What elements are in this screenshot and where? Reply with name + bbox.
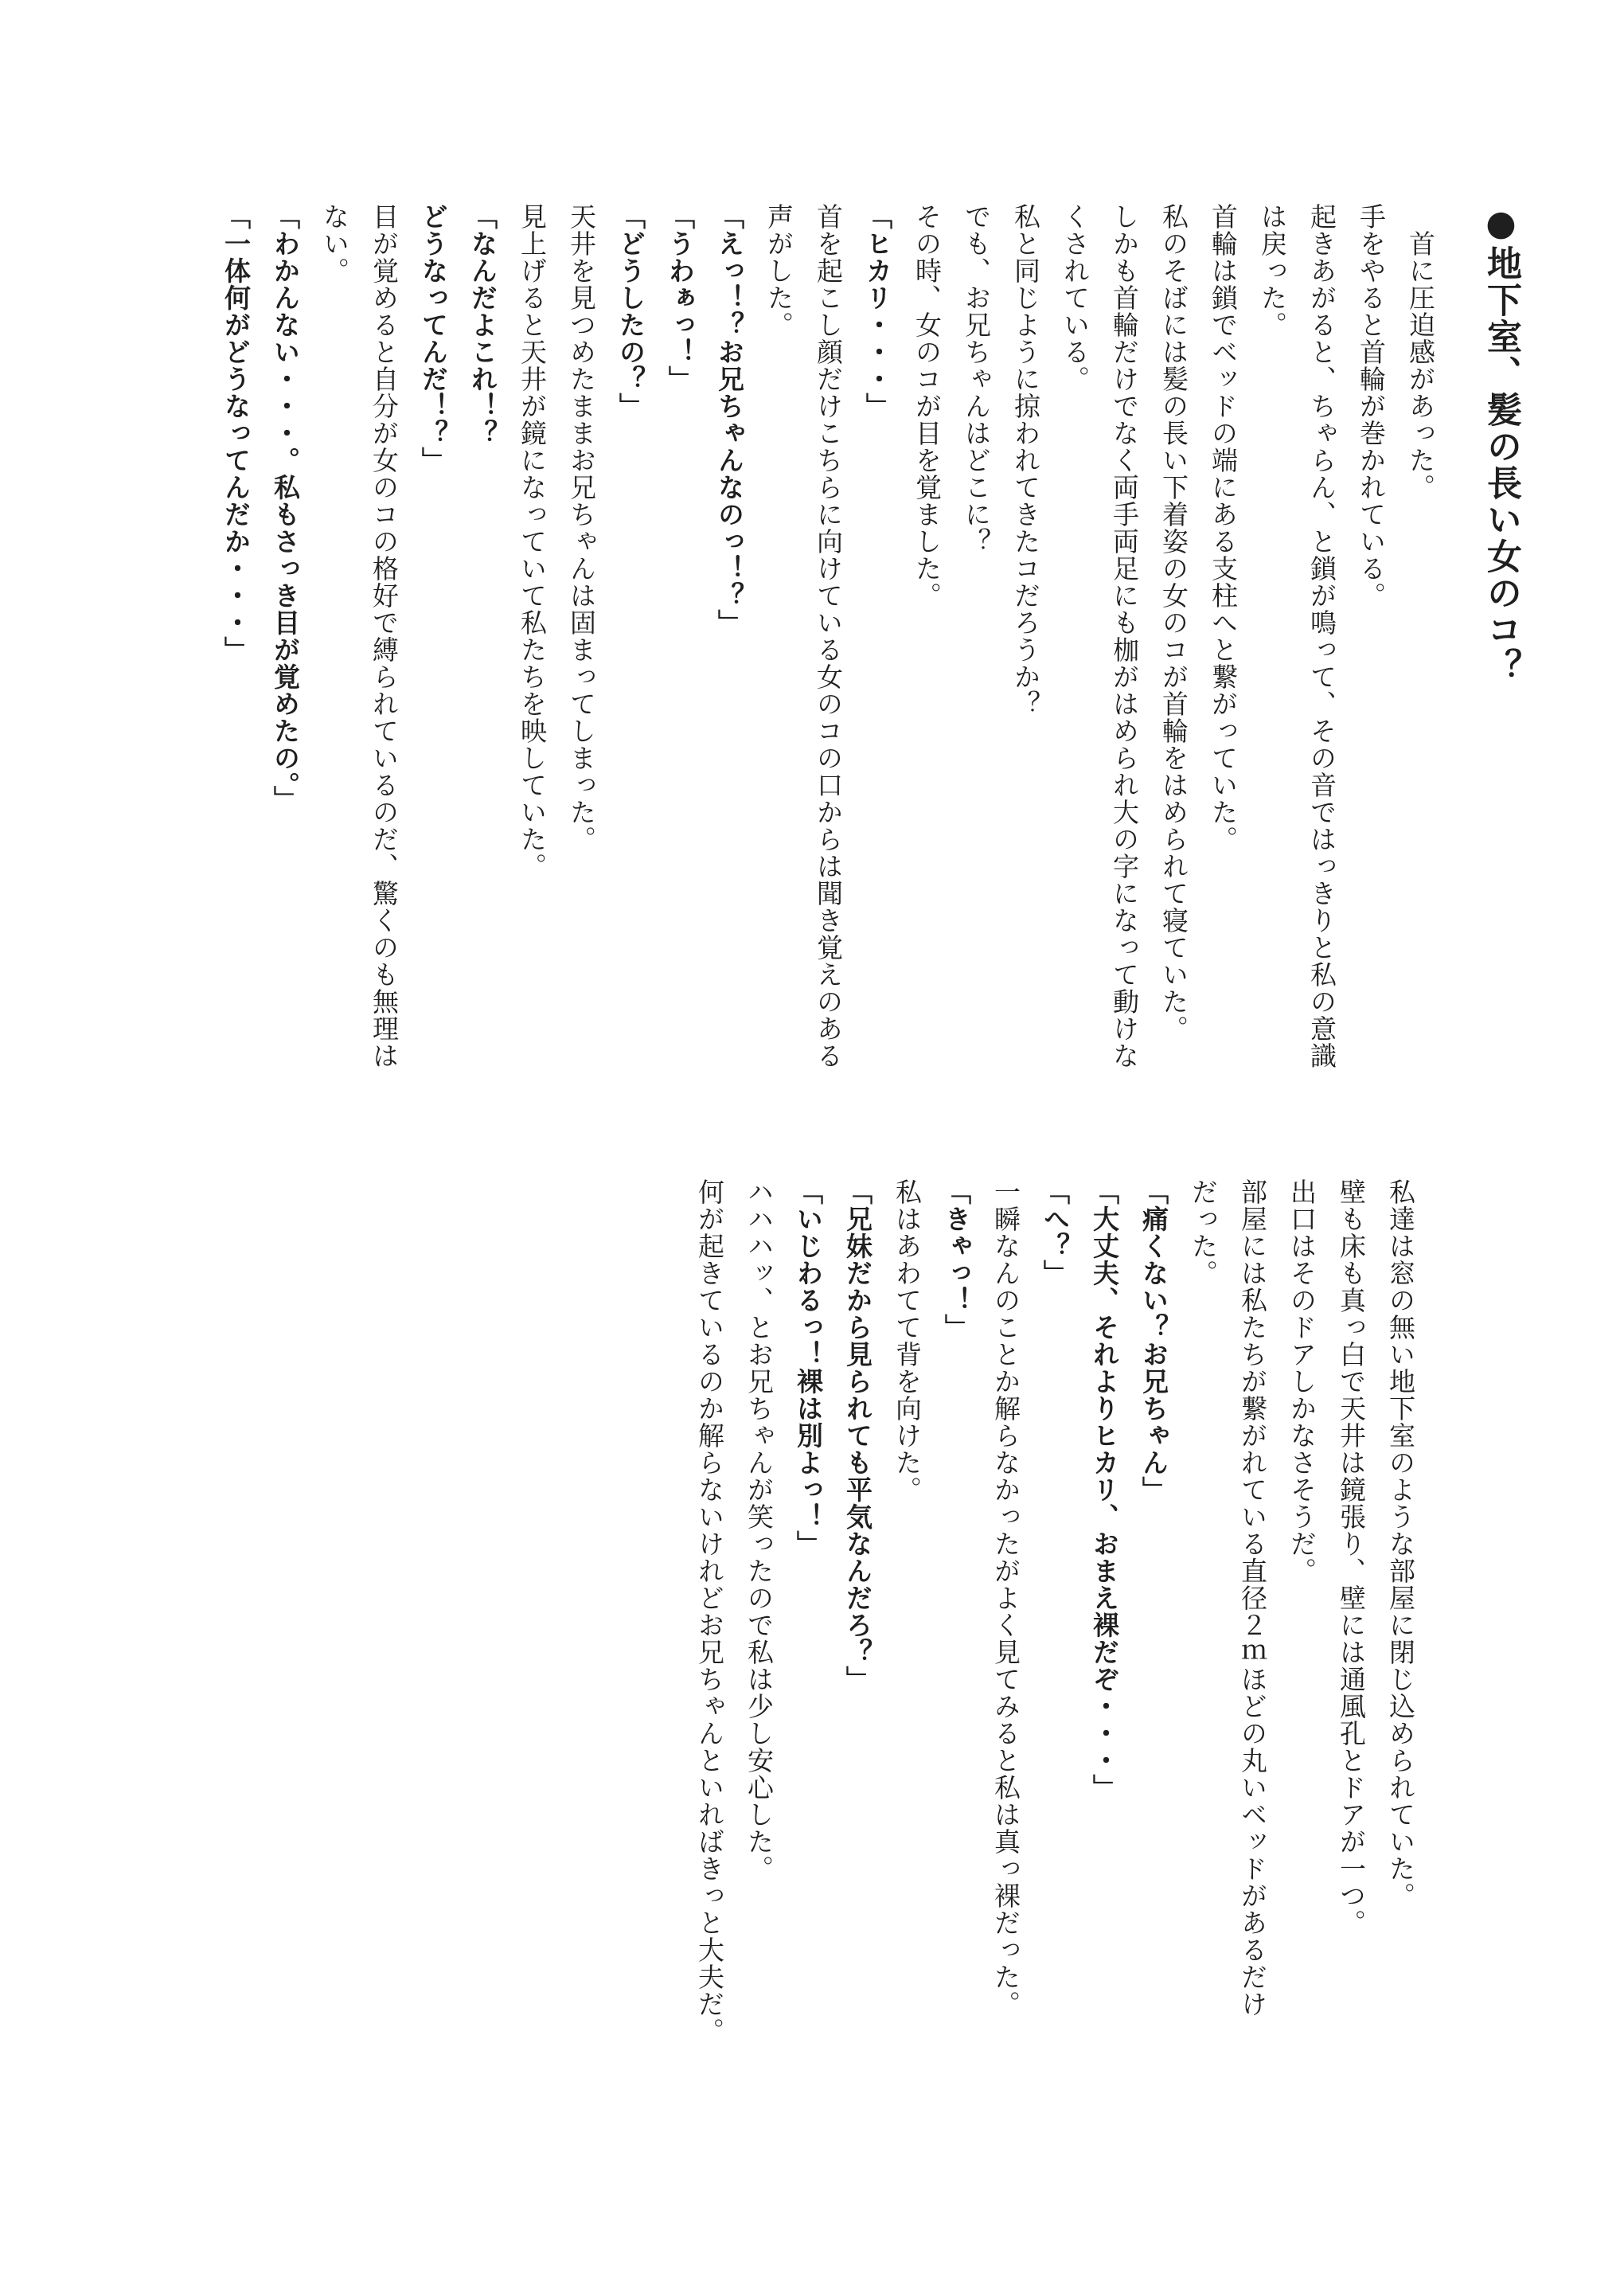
text-line: その時、女のコが目を覚ました。 bbox=[912, 203, 943, 609]
text-line: 私のそばには髪の長い下着姿の女のコが首輪をはめられて寝ていた。 bbox=[1158, 203, 1189, 1042]
text-line: 私達は窓の無い地下室のような部屋に閉じ込められていた。 bbox=[1385, 1178, 1416, 1909]
text-line: 「一体何がどうなってんだか・・・」 bbox=[221, 203, 252, 663]
text-line: ハハハッ、とお兄ちゃんが笑ったので私は少し安心した。 bbox=[744, 1178, 775, 1882]
text-line: 天井を見つめたままお兄ちゃんは固まってしまった。 bbox=[566, 203, 597, 853]
text-line: 見上げると天井が鏡になっていて私たちを映していた。 bbox=[517, 203, 548, 880]
text-line: 手をやると首輪が巻かれている。 bbox=[1356, 203, 1387, 609]
text-line: 「へ？」 bbox=[1040, 1178, 1071, 1287]
text-line: 「うわぁっ！」 bbox=[665, 203, 696, 393]
text-line: くされている。 bbox=[1060, 203, 1091, 393]
bottom-text-block bbox=[685, 1178, 1425, 2118]
text-line: 目が覚めると自分が女のコの格好で縛られているのだ、驚くのも無理は bbox=[369, 203, 400, 1069]
text-line: ない。 bbox=[319, 203, 350, 284]
text-line: だった。 bbox=[1188, 1178, 1219, 1287]
text-line: 「わかんない・・・。私もさっき目が覚めたの。」 bbox=[270, 203, 301, 813]
text-line: 私はあわてて背を向けた。 bbox=[892, 1178, 923, 1503]
text-line: 出口はそのドアしかなさそうだ。 bbox=[1286, 1178, 1318, 1584]
text-line: 「ヒカリ・・・」 bbox=[862, 203, 893, 420]
text-line: は戻った。 bbox=[1257, 203, 1288, 338]
text-line: 首輪は鎖でベッドの端にある支柱へと繋がっていた。 bbox=[1208, 203, 1239, 853]
text-line: 首を起こし顔だけこちらに向けている女のコの口からは聞き覚えのある bbox=[813, 203, 844, 1069]
text-line: 部屋には私たちが繋がれている直径２ｍほどの丸いベッドがあるだけ bbox=[1237, 1178, 1268, 2018]
text-line: 「きゃっ！」 bbox=[941, 1178, 972, 1341]
text-line: 首に圧迫感があった。 bbox=[1405, 203, 1436, 501]
text-line: 「なんだよこれ！？ bbox=[467, 203, 498, 447]
text-line: 何が起きているのか解らないけれどお兄ちゃんといればきっと大夫だ。 bbox=[694, 1178, 725, 2045]
text-line: 「痛くない？お兄ちゃん」 bbox=[1138, 1178, 1169, 1503]
text-line: 「大丈夫、それよりヒカリ、おまえ裸だぞ・・・」 bbox=[1089, 1178, 1120, 1801]
text-line: 「いじわるっ！裸は別よっ！」 bbox=[793, 1178, 824, 1557]
text-line: どうなってんだ！？」 bbox=[418, 203, 449, 474]
text-line: でも、お兄ちゃんはどこに？ bbox=[961, 203, 992, 555]
text-line: 壁も床も真っ白で天井は鏡張り、壁には通風孔とドアが一つ。 bbox=[1336, 1178, 1367, 1936]
section-heading: ●地下室、髪の長い女のコ？ bbox=[1481, 203, 1521, 685]
top-text-block bbox=[211, 203, 1445, 1127]
text-line: 声がした。 bbox=[763, 203, 794, 338]
text-line: 一瞬なんのことか解らなかったがよく見てみると私は真っ裸だった。 bbox=[990, 1178, 1021, 2018]
text-line: 起きあがると、ちゃらん、と鎖が鳴って、その音ではっきりと私の意識 bbox=[1306, 203, 1337, 1069]
text-line: 「どうしたの？」 bbox=[615, 203, 646, 420]
text-line: 「兄妹だから見られても平気なんだろ？」 bbox=[842, 1178, 873, 1693]
text-line: 「えっ！？お兄ちゃんなのっ！？」 bbox=[714, 203, 745, 636]
text-line: しかも首輪だけでなく両手両足にも枷がはめられ大の字になって動けな bbox=[1109, 203, 1140, 1069]
text-line: 私と同じように掠われてきたコだろうか？ bbox=[1010, 203, 1041, 717]
